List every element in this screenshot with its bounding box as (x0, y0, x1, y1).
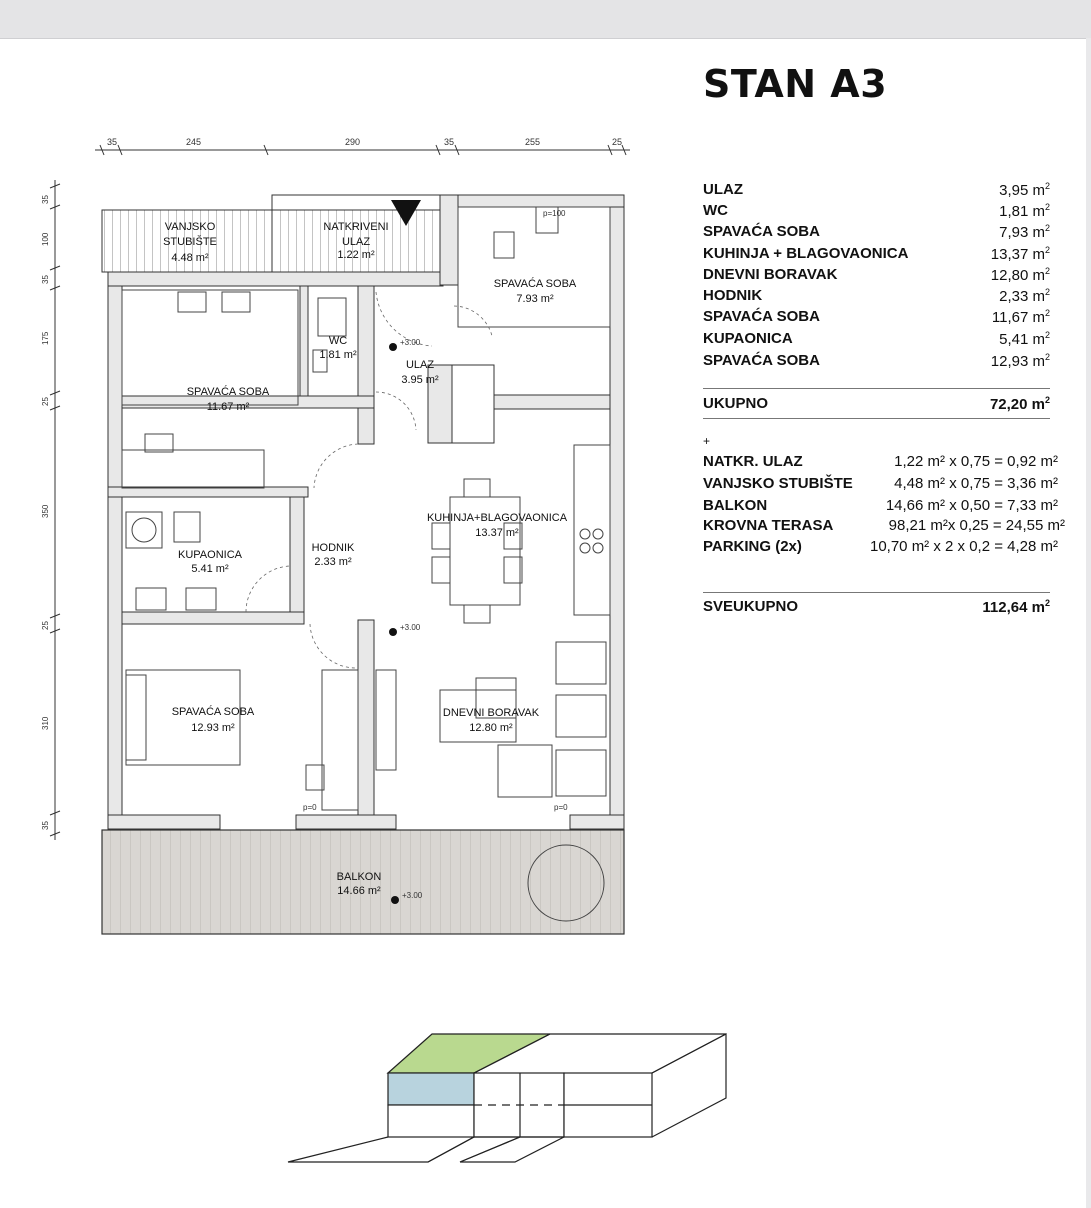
dim-label: 25 (41, 397, 50, 406)
svg-text:WC: WC (328, 335, 348, 347)
plus-sign: + (703, 434, 711, 448)
dim-label: 25 (612, 137, 623, 147)
table-row: PARKING (2x) 10,70 m² x 2 x 0,2 = 4,28 m² (703, 538, 1058, 555)
dim-label: 35 (444, 137, 455, 147)
divider (703, 388, 1050, 389)
dimension-left (50, 180, 60, 840)
dim-label: 25 (41, 621, 50, 630)
table-row: ULAZ 3,95 $m^2$ (703, 181, 1050, 199)
table-row: WC 1,81 $m^2$ (703, 202, 1050, 220)
svg-text:KUPAONICA: KUPAONICA (178, 549, 242, 561)
svg-text:12.93 m²: 12.93 m² (191, 722, 235, 734)
svg-text:11.67 m²: 11.67 m² (206, 401, 250, 413)
dim-label: 35 (107, 137, 118, 147)
svg-text:VANJSKO: VANJSKO (164, 221, 216, 233)
floor-plan (40, 130, 640, 945)
table-row: KROVNA TERASA 98,21 m²x 0,25 = 24,55 m² (703, 517, 1065, 534)
dim-label: 35 (41, 821, 50, 830)
page-title: STAN A3 (703, 62, 888, 106)
table-row: NATKR. ULAZ 1,22 m² x 0,75 = 0,92 m² (703, 453, 1058, 470)
sill-note: p=0 (554, 803, 568, 812)
svg-text:STUBIŠTE: STUBIŠTE (163, 236, 217, 248)
table-row: SPAVAĆA SOBA 11,67 $m^2$ (703, 308, 1050, 326)
svg-text:+3.00: +3.00 (400, 623, 421, 632)
svg-text:1.81 m²: 1.81 m² (319, 349, 357, 361)
svg-text:1.22 m²: 1.22 m² (337, 249, 375, 261)
divider (703, 418, 1050, 419)
sill-note: p=100 (543, 209, 566, 218)
table-row: SPAVAĆA SOBA 7,93 $m^2$ (703, 223, 1050, 241)
dim-label: 310 (41, 716, 50, 730)
building-key-diagram (280, 1025, 730, 1170)
table-row: KUPAONICA 5,41 $m^2$ (703, 330, 1050, 348)
dim-label: 35 (41, 275, 50, 284)
table-row: VANJSKO STUBIŠTE 4,48 m² x 0,75 = 3,36 m² (703, 475, 1058, 492)
svg-text:ULAZ: ULAZ (405, 359, 435, 371)
table-row: DNEVNI BORAVAK 12,80 $m^2$ (703, 266, 1050, 284)
dim-label: 100 (41, 232, 50, 246)
dim-label: 350 (41, 504, 50, 518)
svg-text:SPAVAĆA SOBA: SPAVAĆA SOBA (493, 278, 577, 290)
svg-text:KUHINJA+BLAGOVAONICA: KUHINJA+BLAGOVAONICA (426, 512, 568, 524)
svg-text:12.80 m²: 12.80 m² (469, 722, 513, 734)
svg-text:ULAZ: ULAZ (341, 236, 371, 248)
dim-label: 175 (41, 331, 50, 345)
sill-note: p=0 (303, 803, 317, 812)
svg-text:+3.00: +3.00 (402, 891, 423, 900)
svg-text:14.66 m²: 14.66 m² (337, 885, 381, 897)
divider (703, 592, 1050, 593)
table-row: BALKON 14,66 m² x 0,50 = 7,33 m² (703, 497, 1058, 514)
scrollbar-track[interactable] (1086, 38, 1091, 1208)
table-row: KUHINJA + BLAGOVAONICA 13,37 $m^2$ (703, 245, 1050, 263)
table-row: SPAVAĆA SOBA 12,93 $m^2$ (703, 352, 1050, 370)
dim-label: 290 (345, 137, 361, 147)
svg-text:DNEVNI BORAVAK: DNEVNI BORAVAK (442, 707, 540, 719)
svg-text:NATKRIVENI: NATKRIVENI (323, 221, 389, 233)
svg-text:2.33 m²: 2.33 m² (314, 556, 352, 568)
svg-text:7.93 m²: 7.93 m² (516, 293, 554, 305)
app-top-bar (0, 0, 1091, 39)
svg-text:HODNIK: HODNIK (311, 542, 355, 554)
dimension-top (95, 145, 630, 155)
dim-label: 245 (186, 137, 202, 147)
dim-label: 255 (525, 137, 541, 147)
dim-label: 35 (41, 195, 50, 204)
svg-text:+3.00: +3.00 (400, 338, 421, 347)
svg-text:SPAVAĆA SOBA: SPAVAĆA SOBA (171, 706, 255, 718)
svg-text:13.37 m²: 13.37 m² (475, 527, 519, 539)
table-row: HODNIK 2,33 $m^2$ (703, 287, 1050, 305)
total-row: UKUPNO 72,20 $m^2$ (703, 395, 1050, 413)
grand-total-row: SVEUKUPNO 112,64 $m^2$ (703, 598, 1050, 616)
svg-text:4.48 m²: 4.48 m² (171, 252, 209, 264)
svg-text:SPAVAĆA SOBA: SPAVAĆA SOBA (186, 386, 270, 398)
svg-text:3.95 m²: 3.95 m² (401, 374, 439, 386)
svg-text:BALKON: BALKON (336, 871, 382, 883)
svg-text:5.41 m²: 5.41 m² (191, 563, 229, 575)
